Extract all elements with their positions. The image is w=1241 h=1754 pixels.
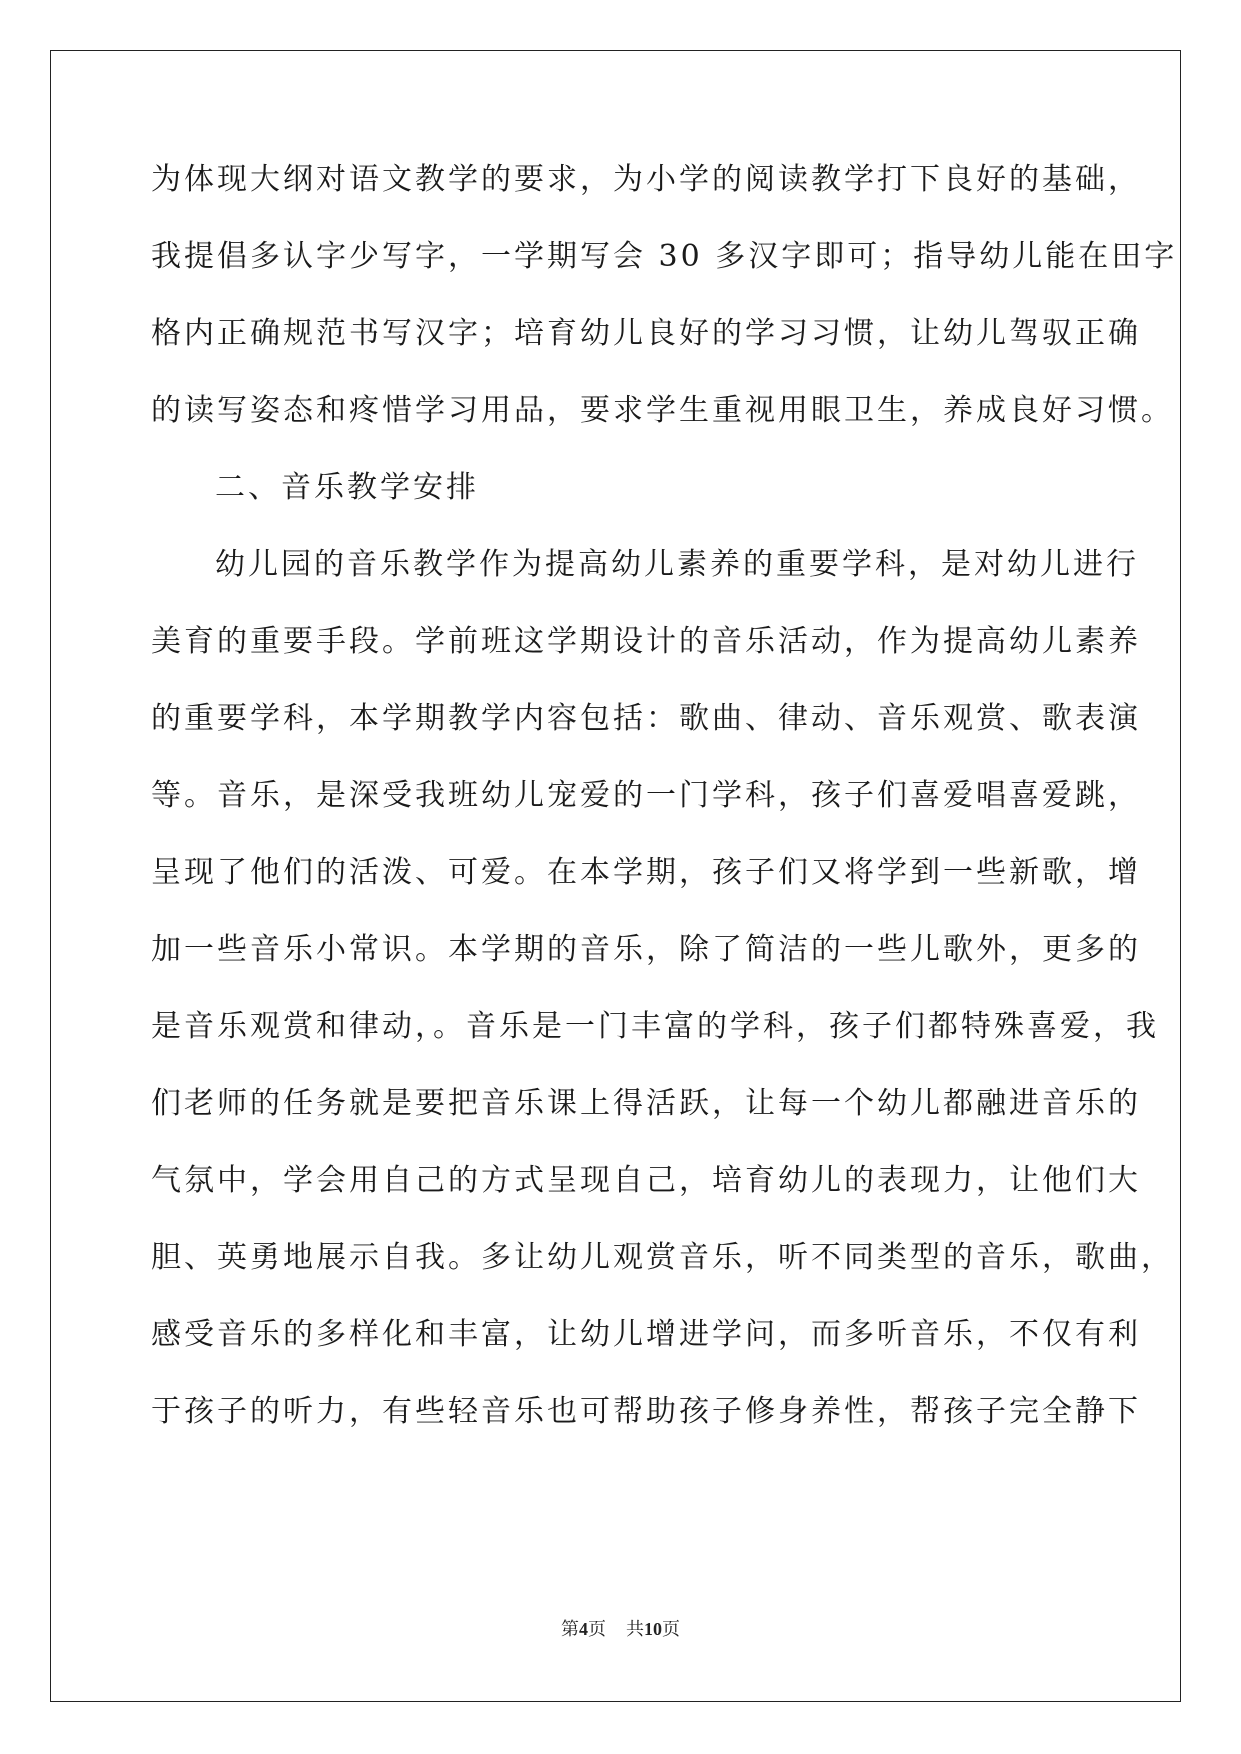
text-line-3: 格内正确规范书写汉字；培育幼儿良好的学习习惯，让幼儿驾驭正确 — [151, 316, 1141, 351]
text-line-17: 于孩子的听力，有些轻音乐也可帮助孩子修身养性，帮孩子完全静下 — [151, 1394, 1141, 1429]
text-line-14: 气氛中，学会用自己的方式呈现自己，培育幼儿的表现力，让他们大 — [151, 1163, 1141, 1198]
footer-page-number: 4 — [579, 1619, 588, 1639]
footer-total-suffix: 页 — [662, 1619, 680, 1640]
text-line-6: 幼儿园的音乐教学作为提高幼儿素养的重要学科，是对幼儿进行 — [215, 547, 1139, 582]
text-line-9: 等。音乐，是深受我班幼儿宠爱的一门学科，孩子们喜爱唱喜爱跳， — [151, 778, 1141, 813]
text-line-7: 美育的重要手段。学前班这学期设计的音乐活动，作为提高幼儿素养 — [151, 624, 1141, 659]
footer-total-prefix: 共 — [626, 1619, 644, 1640]
document-body — [151, 162, 1178, 1474]
footer-page-suffix: 页 — [588, 1619, 606, 1640]
text-line-15: 胆、英勇地展示自我。多让幼儿观赏音乐，听不同类型的音乐，歌曲， — [151, 1240, 1174, 1275]
text-line-16: 感受音乐的多样化和丰富，让幼儿增进学问，而多听音乐，不仅有利 — [151, 1317, 1141, 1352]
text-line-4: 的读写姿态和疼惜学习用品，要求学生重视用眼卫生，养成良好习惯。 — [151, 393, 1174, 428]
footer-prefix: 第 — [561, 1619, 579, 1640]
page-footer — [0, 1618, 1241, 1641]
text-line-11: 加一些音乐小常识。本学期的音乐，除了简洁的一些儿歌外，更多的 — [151, 932, 1141, 967]
text-line-13: 们老师的任务就是要把音乐课上得活跃，让每一个幼儿都融进音乐的 — [151, 1086, 1141, 1121]
text-line-10: 呈现了他们的活泼、可爱。在本学期，孩子们又将学到一些新歌，增 — [151, 855, 1141, 890]
text-line-2: 我提倡多认字少写字，一学期写会 30 多汉字即可；指导幼儿能在田字 — [151, 239, 1178, 274]
text-line-12: 是音乐观赏和律动，。音乐是一门丰富的学科，孩子们都特殊喜爱，我 — [151, 1009, 1159, 1044]
text-line-8: 的重要学科，本学期教学内容包括：歌曲、律动、音乐观赏、歌表演 — [151, 701, 1141, 736]
text-line-1: 为体现大纲对语文教学的要求，为小学的阅读教学打下良好的基础， — [151, 162, 1141, 197]
section-heading: 二、音乐教学安排 — [215, 470, 479, 505]
footer-total-pages: 10 — [644, 1619, 662, 1639]
